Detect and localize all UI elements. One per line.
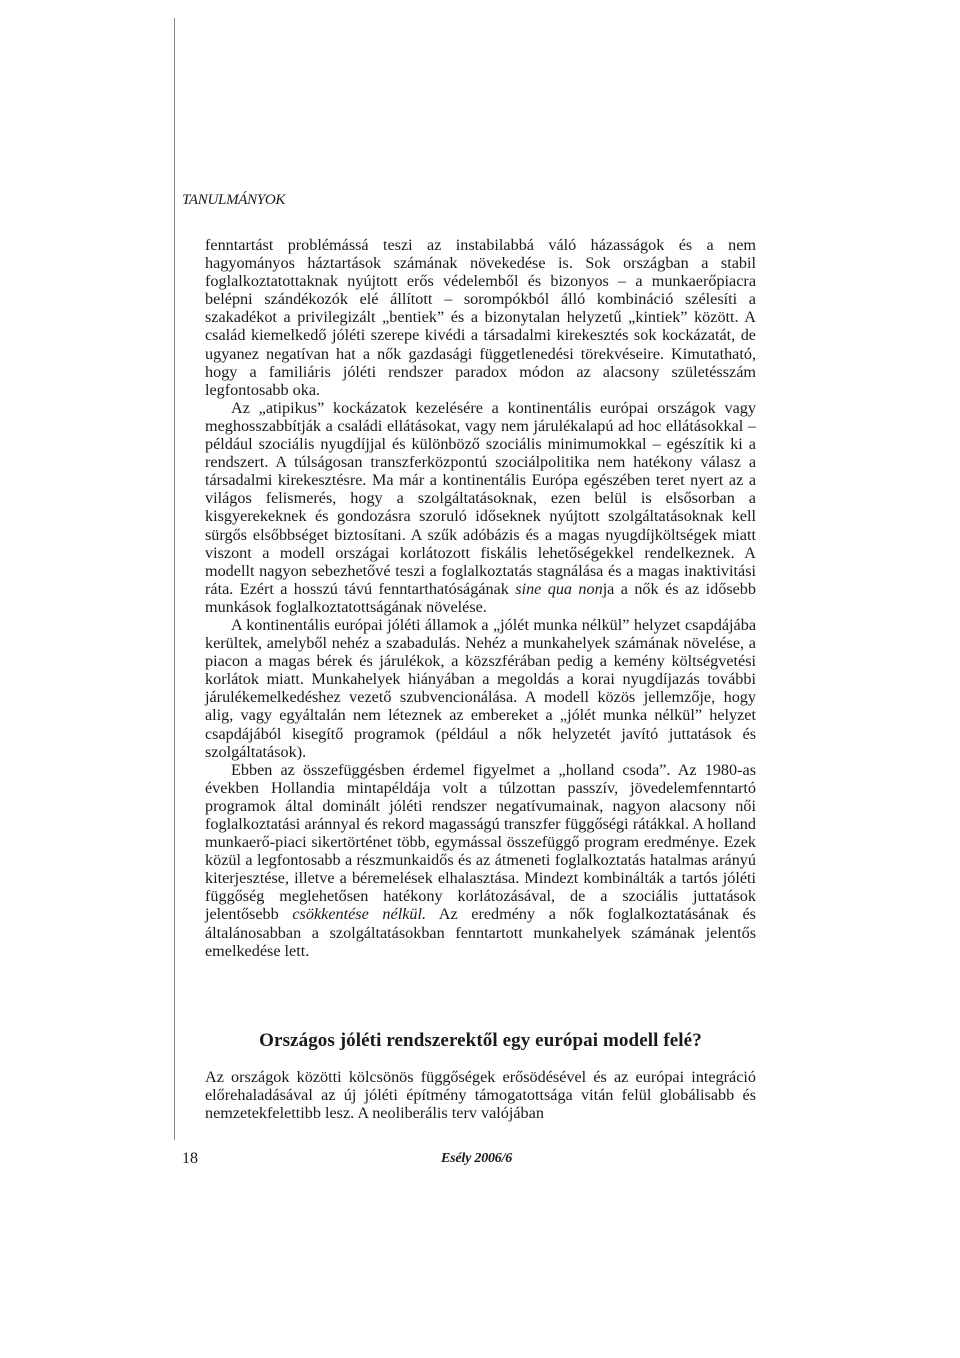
journal-name: Esély 2006/6 xyxy=(441,1151,513,1166)
paragraph-4-part-a: Ebben az összefüggésben érdemel figyelmet a „holland csoda”. Az 1980-as években Hollandia mintapéldája volt a túlzottan passzív, jövedelemfenntartó programok által dominált jóléti rendszer negatívumainak, nagyon alacsony női foglalkoztatási aránnyal és rekord magasságú transzfer függőségi rátákkal. A holland munkaerő-piaci sikertörténet több, egymással összefüggő program eredménye. Ezek közül a legfontosabb a részmunkaidős és az átmeneti foglalkoztatás hatalmas arányú kiterjesztése, illetve a béremelések elhalasztása. Mindezt kombinálták a tartós jóléti függőség meglehetősen hatékony korlátozásával, de a szociális juttatások jelentősebb xyxy=(205,760,756,924)
section-body xyxy=(205,1068,756,1122)
running-header: TANULMÁNYOK xyxy=(182,192,286,208)
paragraph-4-part-b: Az eredmény a nők foglalkoztatásának és általánosabban a szolgáltatásokban fenntartott munkahelyek számának jelentős emelkedése lett. xyxy=(205,905,756,960)
paragraph-1: fenntartást problémássá teszi az instabilabbá váló házasságok és a nem hagyományos háztartások számának növekedése is. Sok országban a stabil foglalkoztatottaknak nyújtott erős védelemből és bizonyos – a munkaerőpiacra belépni szándékozók elé állított – sorompókból álló kombináció szélesíti a szakadékot a privilegizált „bentiek” és a bizonytalan helyzetű „kintiek” között. A család kiemelkedő jóléti szerepe kivédi a társadalmi kirekesztés sok kockázatát, de ugyanez negatívan hat a nők gazdasági függetlenedési törekvéseire. Kimutatható, hogy a familiáris jóléti rendszer paradox módon az alacsony születésszám legfontosabb oka. xyxy=(205,236,756,399)
paragraph-2-part-a: Az „atipikus” kockázatok kezelésére a kontinentális európai országok vagy meghosszabbítják a családi ellátásokat, vagy nem járulékalapú ad hoc ellátásokkal – például szociális nyugdíjjal és különböző szociális minimumokkal – egészítik ki a rendszert. A túlságosan transzferközpontú szociálpolitika nem hatékony válasz a társadalmi kirekesztésre. Ma már a kontinentális Európa egészében teret nyert az a világos felismerés, hogy a szolgáltatásoknak, ezen belül is elsősorban a kisgyerekeknek és gondozásra szoruló időseknek nyújtott szolgáltatásoknak kell sürgős elsőbbséget biztosítani. A szűk adóbázis és a magas nyugdíjköltségek miatt viszont a modell országai korlátozott fiskális lehetőségekkel rendelkeznek. A modellt nagyon sebezhetővé teszi a foglalkoztatás stagnálása és a magas inaktivitási ráta. Ezért a hosszú távú fenntarthatóságának xyxy=(205,398,756,598)
latin-phrase: sine qua non xyxy=(515,579,603,598)
page-number: 18 xyxy=(182,1150,198,1167)
paragraph-2-part-b: ja a nők és az idősebb munkások foglalkoztatottságának növelése. xyxy=(205,579,756,616)
paragraph-3: A kontinentális európai jóléti államok a „jólét munka nélkül” helyzet csapdájába kerültek, amelyből nehéz a szabadulás. Nehéz a munkahelyek számának növelése, a piacon a magas bérek és járulékok, a közszférában pedig a kemény költségvetési korlátok miatt. Munkahelyek hiányában a megoldás a korai nyugdíjazás további járulékemelkedéshez vezető szubvencionálása. A modell közös jellemzője, hogy alig, vagy egyáltalán nem léteznek az embereket a „jólét munka nélkül” helyzet csapdájából kisegítő programok (például a nők helyzetét javító juttatások és szolgáltatások). xyxy=(205,615,756,761)
margin-rule xyxy=(174,18,175,1140)
section-heading: Országos jóléti rendszerektől egy európai modell felé? xyxy=(259,1030,702,1051)
paragraph-2 xyxy=(205,399,756,616)
article-body xyxy=(205,236,756,960)
paragraph-4 xyxy=(205,761,756,960)
section-paragraph-1: Az országok közötti kölcsönös függőségek erősödésével és az európai integráció előrehaladásával az új jóléti építmény támogatottsága vitán felül globálisabb és nemzetekfelettibb lesz. A neoliberális terv valójában xyxy=(205,1068,756,1123)
emphasis-phrase: csökkentése nélkül. xyxy=(292,905,427,924)
